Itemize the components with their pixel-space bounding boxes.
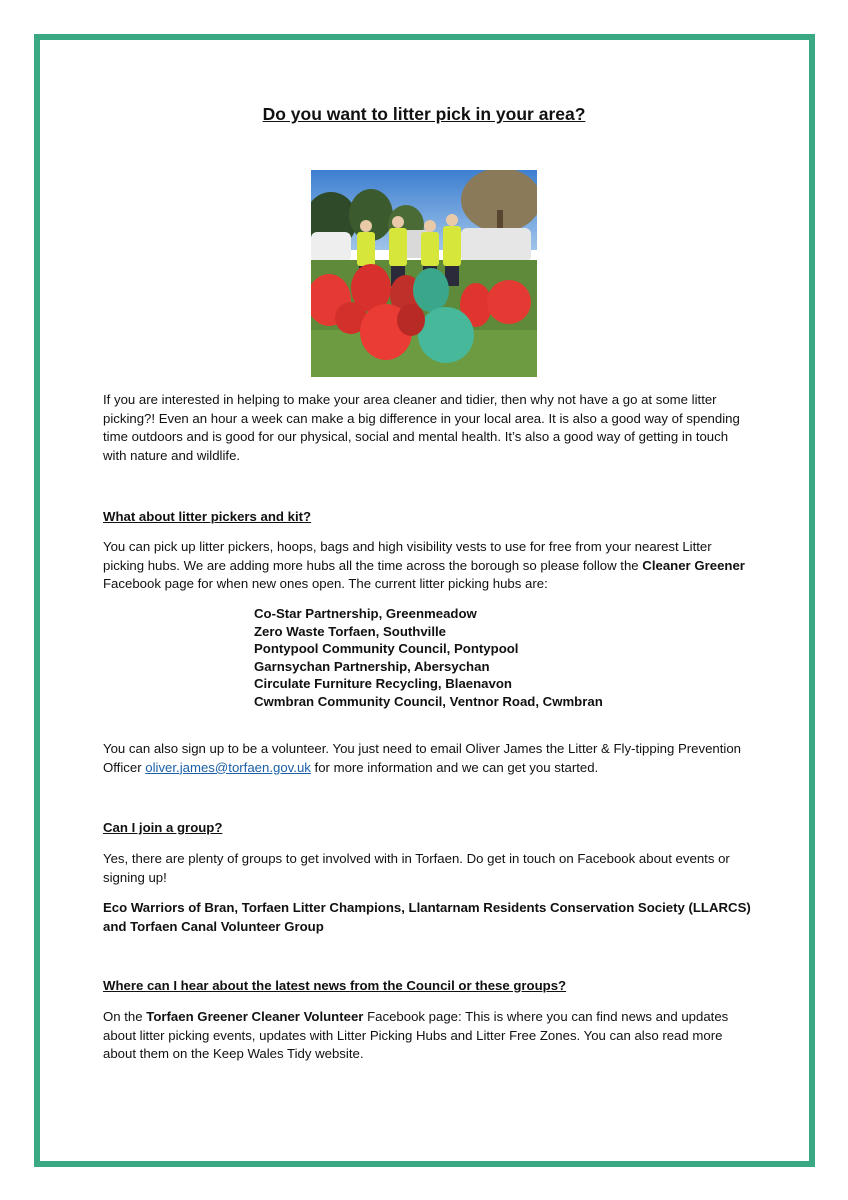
news-text-end: Facebook page: This is where you can find news and updates about litter picking events, updates with Litter Picking Hubs and Litter Free Zones. You can also read more about them on the Keep Wales Tidy website.: [103, 1009, 729, 1062]
hub-item: Cwmbran Community Council, Ventnor Road, Cwmbran: [254, 693, 603, 709]
intro-paragraph: If you are interested in helping to make your area cleaner and tidier, then why not have a go at some litter picking?! Even an hour a week can make a big difference in your local area. It is also a good way of spending time outdoors and is good for our physical, social and mental health. It’s also a good way of getting in touch with nature and wildlife.: [103, 392, 740, 463]
hub-item: Garnsychan Partnership, Abersychan: [254, 658, 490, 674]
facebook-page-name: Torfaen Greener Cleaner Volunteer: [146, 1009, 364, 1024]
cleaner-greener-name: Cleaner Greener: [642, 557, 745, 573]
kit-paragraph: [103, 538, 753, 594]
groups-list: Eco Warriors of Bran, Torfaen Litter Champions, Llantarnam Residents Conservation Society (LLARCS) and Torfaen Canal Volunteer Group: [103, 900, 751, 934]
volunteers-photo: [311, 170, 537, 377]
volunteer-text-start: You can also sign up to be a volunteer. You just need to email Oliver James the Litter & Fly-tipping Prevention Officer: [103, 741, 742, 775]
volunteer-paragraph: [103, 740, 753, 777]
hub-item: Co-Star Partnership, Greenmeadow: [254, 606, 477, 621]
hub-item: Circulate Furniture Recycling, Blaenavon: [254, 676, 512, 691]
kit-paragraph-end: Facebook page for when new ones open. The current litter picking hubs are:: [103, 576, 548, 592]
page-title: Do you want to litter pick in your area?: [262, 104, 586, 124]
hubs-list: [254, 605, 603, 710]
hub-item: Pontypool Community Council, Pontypool: [254, 641, 519, 656]
group-paragraph: Yes, there are plenty of groups to get involved with in Torfaen. Do get in touch on Facebook about events or signing up!: [103, 851, 730, 885]
news-heading: Where can I hear about the latest news from the Council or these groups?: [103, 978, 567, 993]
group-heading: Can I join a group?: [103, 820, 223, 835]
email-link[interactable]: oliver.james@torfaen.gov.uk: [145, 759, 311, 775]
news-paragraph: [103, 1008, 753, 1064]
kit-paragraph-start: You can pick up litter pickers, hoops, bags and high visibility vests to use for free from your nearest Litter picking hubs. We are adding more hubs all the time across the borough so please follow the: [103, 539, 712, 573]
hub-item: Zero Waste Torfaen, Southville: [254, 623, 446, 639]
volunteer-text-end: for more information and we can get you started.: [310, 759, 599, 775]
kit-heading: What about litter pickers and kit?: [103, 509, 312, 524]
news-text-start: On the: [103, 1009, 147, 1024]
